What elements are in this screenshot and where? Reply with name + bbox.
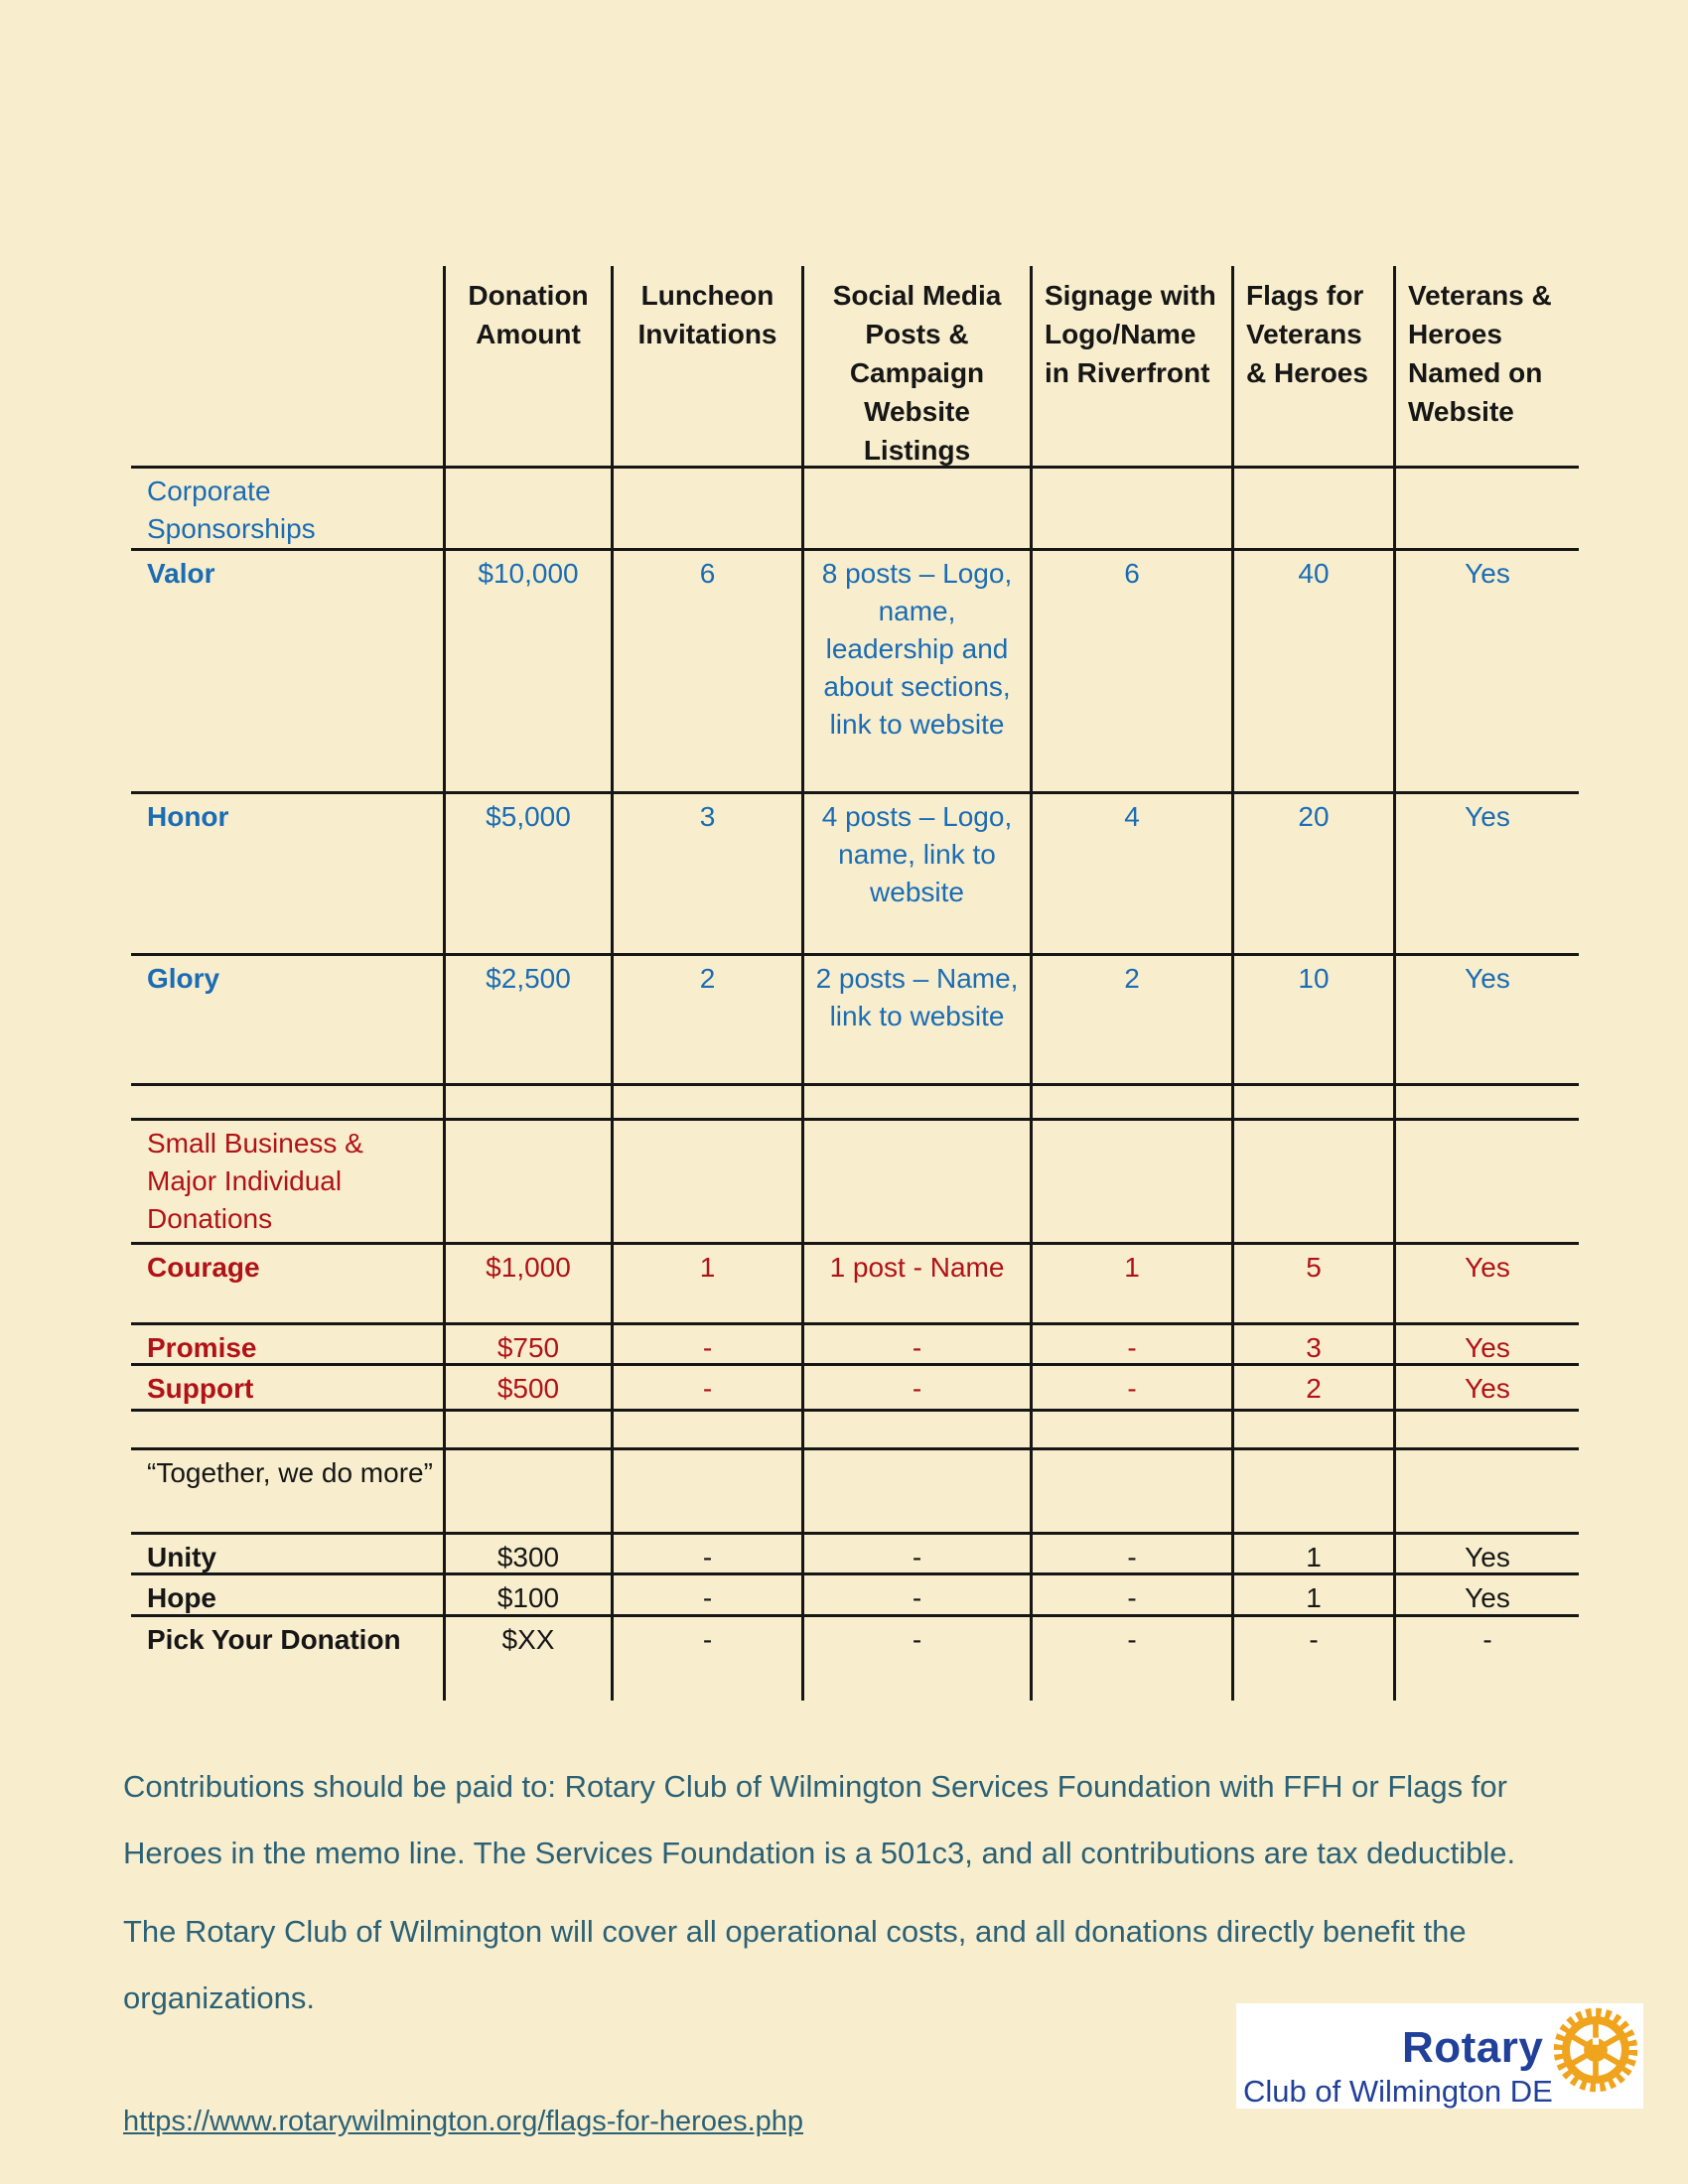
table-cell <box>1030 1086 1231 1118</box>
table-row <box>131 1086 1579 1121</box>
column-header: Social Media Posts & Campaign Website Listings <box>801 266 1030 466</box>
column-header: Veterans & Heroes Named on Website <box>1393 266 1579 466</box>
table-row <box>131 1325 1579 1366</box>
row-label: Unity <box>147 1542 216 1572</box>
payment-instructions-paragraph: Contributions should be paid to: Rotary Club of Wilmington Services Foundation with FFH or Flags for Heroes in the memo line. The Services Foundation is a 501c3, and all contributions are tax deductible. <box>123 1769 1516 1870</box>
table-cell: $2,500 <box>443 956 611 1083</box>
table-row <box>131 1245 1579 1325</box>
table-cell: 1 <box>1231 1575 1393 1614</box>
table-cell: - <box>611 1617 801 1701</box>
table-cell: 20 <box>1231 794 1393 953</box>
table-cell: Yes <box>1393 1575 1579 1614</box>
table-cell <box>1393 1086 1579 1118</box>
row-label: Pick Your Donation <box>147 1624 401 1655</box>
row-label: Glory <box>147 963 220 994</box>
table-cell: $10,000 <box>443 551 611 791</box>
table-header-row <box>131 266 1579 469</box>
column-header: Donation Amount <box>443 266 611 466</box>
table-cell: $500 <box>443 1366 611 1409</box>
row-label <box>131 1086 443 1118</box>
table-cell: Yes <box>1393 1245 1579 1322</box>
table-cell: - <box>1030 1575 1231 1614</box>
table-cell <box>611 1086 801 1118</box>
table-cell: - <box>801 1535 1030 1572</box>
table-cell <box>443 1412 611 1447</box>
table-row <box>131 794 1579 956</box>
table-row <box>131 1121 1579 1245</box>
table-cell: - <box>801 1366 1030 1409</box>
table-cell <box>1393 1121 1579 1242</box>
table-cell: - <box>1231 1617 1393 1701</box>
table-cell <box>801 1412 1030 1447</box>
row-label <box>131 1412 443 1447</box>
table-row <box>131 551 1579 794</box>
row-label: Hope <box>147 1582 216 1613</box>
table-cell <box>801 1086 1030 1118</box>
operational-costs-paragraph: The Rotary Club of Wilmington will cover all operational costs, and all donations directly benefit the organizations. <box>123 1914 1467 2015</box>
table-cell: - <box>611 1575 801 1614</box>
column-header: Flags for Veterans & Heroes <box>1231 266 1393 466</box>
table-row <box>131 1450 1579 1535</box>
table-cell <box>1393 469 1579 548</box>
column-header: Signage with Logo/Name in Riverfront <box>1030 266 1231 466</box>
table-row <box>131 1535 1579 1575</box>
row-label: Promise <box>147 1332 257 1363</box>
table-cell: 1 <box>1231 1535 1393 1572</box>
table-cell <box>1231 1121 1393 1242</box>
table-cell <box>1231 1412 1393 1447</box>
table-cell: 2 <box>611 956 801 1083</box>
table-row <box>131 1366 1579 1412</box>
table-cell: 2 <box>1030 956 1231 1083</box>
table-cell: - <box>1030 1617 1231 1701</box>
table-cell: - <box>1030 1325 1231 1363</box>
table-cell: - <box>801 1325 1030 1363</box>
table-cell <box>611 1450 801 1532</box>
row-label: Small Business & Major Individual Donations <box>147 1128 363 1234</box>
table-cell: $5,000 <box>443 794 611 953</box>
table-cell: 2 <box>1231 1366 1393 1409</box>
table-cell <box>801 1121 1030 1242</box>
table-row <box>131 1617 1579 1701</box>
table-cell: - <box>1393 1617 1579 1701</box>
table-cell: 3 <box>1231 1325 1393 1363</box>
rotary-club-line: Club of Wilmington DE <box>1243 2074 1553 2109</box>
table-cell: 40 <box>1231 551 1393 791</box>
row-label: Valor <box>147 558 215 589</box>
table-cell <box>611 469 801 548</box>
row-label: Corporate Sponsorships <box>147 476 316 544</box>
table-cell: 2 posts – Name, link to website <box>801 956 1030 1083</box>
table-cell: 1 post - Name <box>801 1245 1030 1322</box>
column-header: Luncheon Invitations <box>611 266 801 466</box>
row-label: Courage <box>147 1252 260 1283</box>
sponsorship-table <box>131 266 1579 1701</box>
table-cell <box>1030 1412 1231 1447</box>
table-cell: Yes <box>1393 1366 1579 1409</box>
table-cell: $XX <box>443 1617 611 1701</box>
table-cell <box>801 469 1030 548</box>
table-row <box>131 1412 1579 1450</box>
row-label: Support <box>147 1373 254 1404</box>
table-cell: 4 <box>1030 794 1231 953</box>
rotary-logo <box>1236 2003 1643 2109</box>
table-cell: $300 <box>443 1535 611 1572</box>
table-cell <box>611 1121 801 1242</box>
table-cell <box>443 1450 611 1532</box>
table-cell: - <box>611 1325 801 1363</box>
table-cell <box>1231 1086 1393 1118</box>
table-cell: 3 <box>611 794 801 953</box>
table-cell <box>1030 1121 1231 1242</box>
table-cell <box>1393 1412 1579 1447</box>
table-cell: 1 <box>611 1245 801 1322</box>
flags-for-heroes-link[interactable]: https://www.rotarywilmington.org/flags-for-heroes.php <box>123 2106 804 2137</box>
table-cell: Yes <box>1393 956 1579 1083</box>
table-cell: $1,000 <box>443 1245 611 1322</box>
table-cell: - <box>801 1617 1030 1701</box>
rotary-wordmark: Rotary <box>1402 2023 1544 2072</box>
table-cell <box>443 1086 611 1118</box>
table-cell: $100 <box>443 1575 611 1614</box>
row-label: “Together, we do more” <box>147 1457 433 1488</box>
column-header <box>131 266 443 466</box>
table-cell: Yes <box>1393 1535 1579 1572</box>
table-cell <box>1030 469 1231 548</box>
table-cell: 4 posts – Logo, name, link to website <box>801 794 1030 953</box>
table-cell <box>611 1412 801 1447</box>
table-cell: - <box>1030 1535 1231 1572</box>
table-cell: 6 <box>1030 551 1231 791</box>
row-label: Honor <box>147 801 229 832</box>
table-cell: Yes <box>1393 551 1579 791</box>
table-cell: - <box>611 1535 801 1572</box>
table-cell <box>1393 1450 1579 1532</box>
table-row <box>131 956 1579 1086</box>
table-cell <box>1231 1450 1393 1532</box>
table-cell <box>1231 469 1393 548</box>
table-cell: 6 <box>611 551 801 791</box>
table-cell: - <box>1030 1366 1231 1409</box>
table-cell: 10 <box>1231 956 1393 1083</box>
table-row <box>131 1575 1579 1617</box>
table-cell: - <box>801 1575 1030 1614</box>
table-cell: - <box>611 1366 801 1409</box>
table-cell: $750 <box>443 1325 611 1363</box>
table-cell: 8 posts – Logo, name, leadership and about sections, link to website <box>801 551 1030 791</box>
table-cell <box>443 1121 611 1242</box>
table-cell: Yes <box>1393 794 1579 953</box>
table-cell <box>443 469 611 548</box>
table-cell: 1 <box>1030 1245 1231 1322</box>
rotary-wheel-icon <box>1552 2006 1639 2094</box>
table-row <box>131 469 1579 551</box>
table-cell <box>801 1450 1030 1532</box>
table-cell: 5 <box>1231 1245 1393 1322</box>
table-cell: Yes <box>1393 1325 1579 1363</box>
table-cell <box>1030 1450 1231 1532</box>
